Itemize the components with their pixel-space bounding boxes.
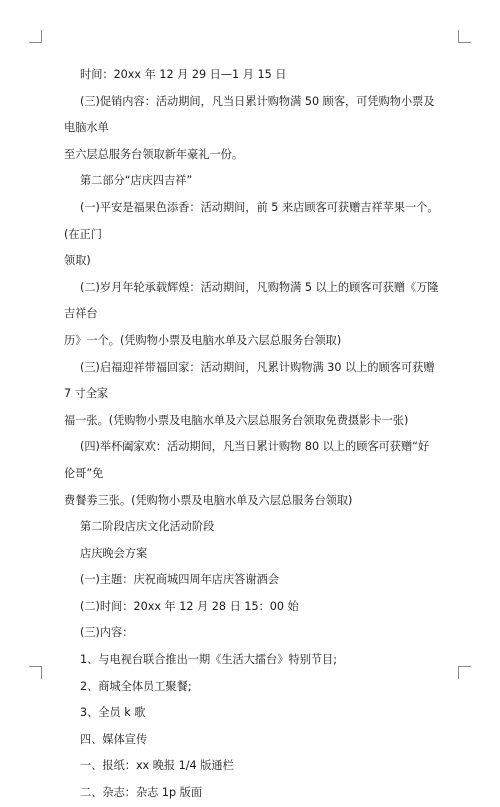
crop-mark-bottom-right bbox=[458, 666, 471, 679]
promo-content-continuation: 至六层总服务台领取新年豪礼一份。 bbox=[64, 147, 244, 161]
crop-mark-top-right bbox=[458, 30, 471, 43]
item-two-continuation: 历》一个。(凭购物小票及电脑水单及六层总服务台领取) bbox=[64, 333, 342, 347]
item-four-line: (四)举杯阖家欢：活动期间，凡当日累计购物 80 以上的顾客可获赠“好伦哥”免 bbox=[64, 440, 430, 480]
document-body bbox=[64, 62, 439, 807]
gala-plan-heading: 店庆晚会方案 bbox=[80, 546, 148, 560]
item-two-line: (二)岁月年轮承载辉煌：活动期间，凡购物满 5 以上的顾客可获赠《万隆吉祥台 bbox=[64, 280, 439, 321]
stage-two-heading: 第二阶段店庆文化活动阶段 bbox=[80, 520, 215, 534]
item-three-line: (三)启福迎祥带福回家：活动期间，凡累计购物满 30 以上的顾客可获赠 7 寸全家 bbox=[64, 360, 435, 401]
gala-content-heading: (三)内容： bbox=[80, 626, 134, 640]
item-four-continuation: 费餐劵三张。(凭购物小票及电脑水单及六层总服务台领取) bbox=[64, 493, 353, 507]
time-range-line: 时间：20xx 年 12 月 29 日—1 月 15 日 bbox=[80, 68, 287, 81]
gala-theme-line: (一)主题：庆祝商城四周年店庆答谢酒会 bbox=[80, 573, 279, 587]
item-one-continuation: 领取) bbox=[64, 254, 91, 268]
section-two-heading: 第二部分“店庆四吉祥” bbox=[80, 174, 193, 188]
gala-time-line: (二)时间：20xx 年 12 月 28 日 15：00 始 bbox=[80, 599, 299, 613]
media-item-magazine: 二、杂志：杂志 1p 版面 bbox=[80, 786, 203, 800]
crop-mark-bottom-left bbox=[29, 666, 42, 679]
content-item-1: 1、与电视台联合推出一期《生活大擂台》特别节目; bbox=[80, 653, 338, 667]
crop-mark-top-left bbox=[29, 30, 42, 43]
content-item-3: 3、全员 k 歌 bbox=[80, 706, 146, 720]
media-item-newspaper: 一、报纸：xx 晚报 1/4 版通栏 bbox=[80, 759, 234, 773]
item-one-line: (一)平安是福果色添香：活动期间，前 5 来店顾客可获赠吉祥苹果一个。(在正门 bbox=[64, 200, 439, 241]
content-item-2: 2、商城全体员工聚餐; bbox=[80, 679, 192, 693]
item-three-continuation: 福一张。(凭购物小票及电脑水单及六层总服务台领取免费摄影卡一张) bbox=[64, 413, 409, 427]
promo-content-line: (三)促销内容：活动期间，凡当日累计购物满 50 顾客，可凭购物小票及电脑水单 bbox=[64, 94, 435, 135]
media-heading: 四、媒体宣传 bbox=[80, 732, 148, 746]
